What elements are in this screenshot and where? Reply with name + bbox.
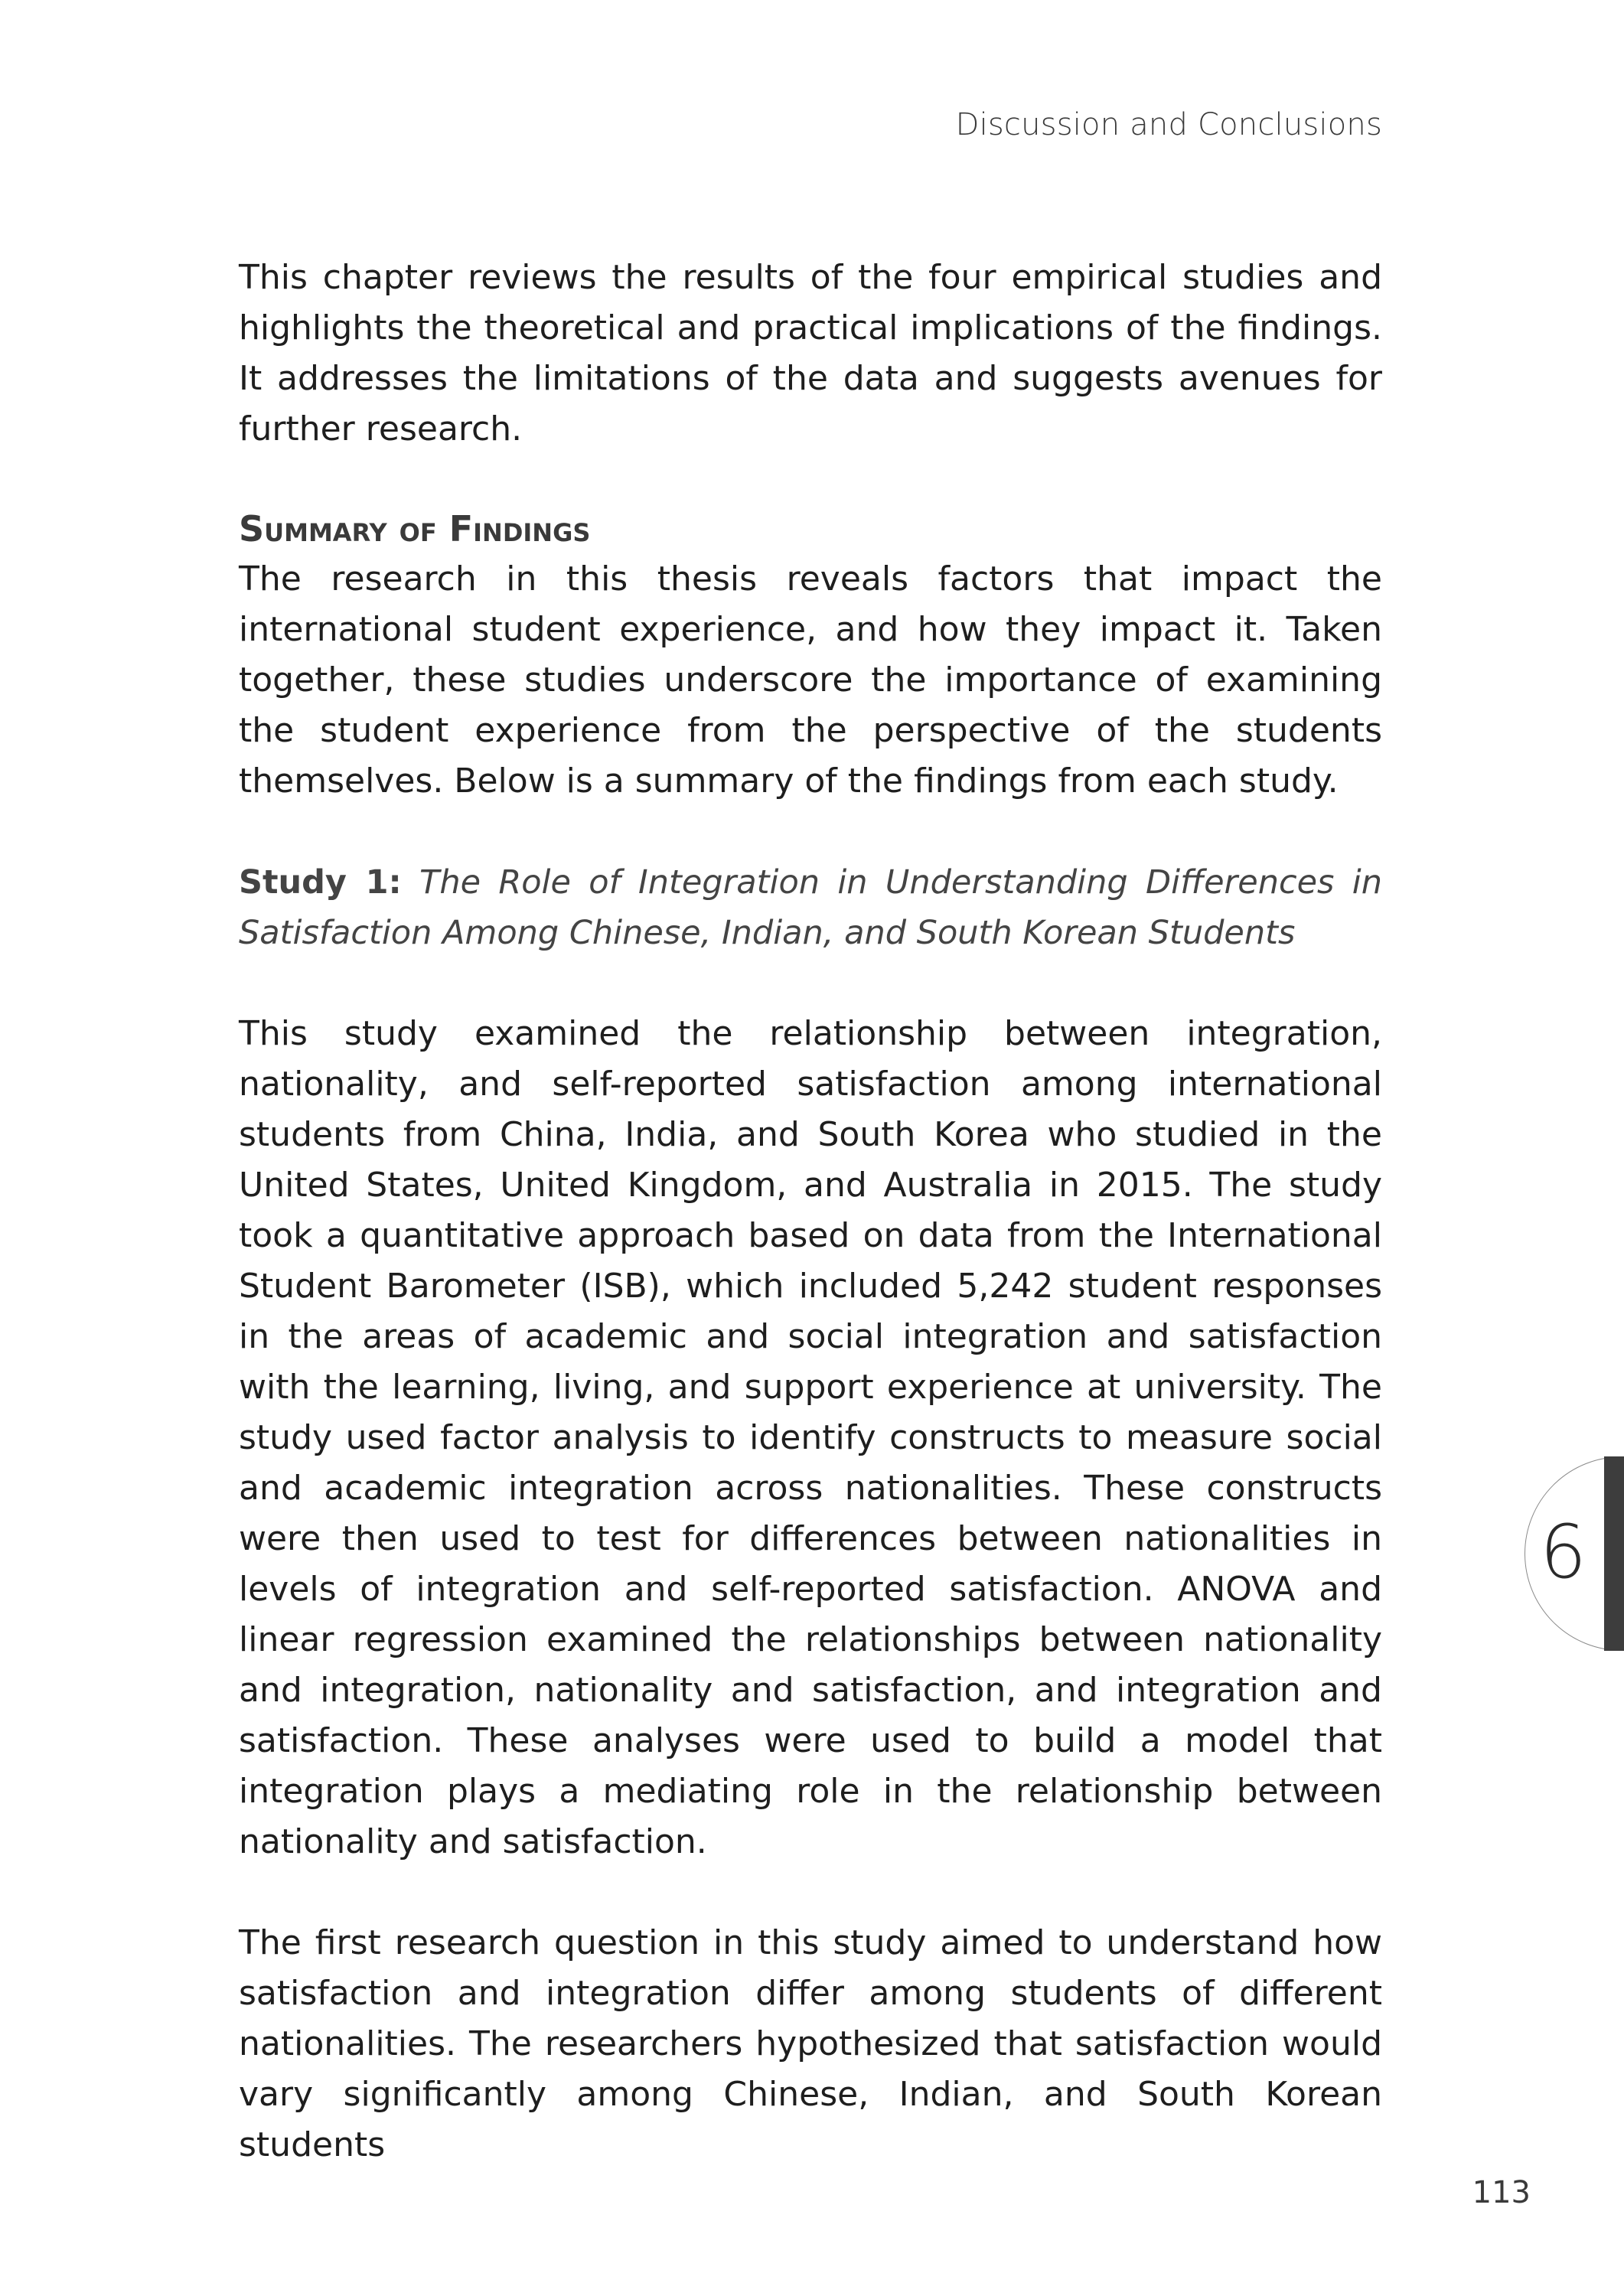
- main-text: [239, 253, 1382, 2170]
- section-heading: Summary of Findings: [239, 508, 591, 550]
- running-head: Discussion and Conclusions: [955, 107, 1382, 142]
- summary-paragraph: The research in this thesis reveals factors that impact the international student experience, and how they impact it. Taken together, these studies underscore the importance of examining the student experience from the perspective of the students themselves. Below is a summary of the findings from each study.: [239, 559, 1382, 801]
- study-label: Study 1:: [239, 863, 402, 902]
- chapter-tab-bar: [1604, 1456, 1624, 1651]
- intro-paragraph: This chapter reviews the results of the four empirical studies and highlights the theoretical and practical implications of the findings. It addresses the limitations of the data and suggests avenues for further research.: [239, 258, 1382, 448]
- page-number: 113: [1472, 2175, 1531, 2210]
- study-heading: [239, 857, 1382, 958]
- chapter-number: 6: [1540, 1509, 1587, 1595]
- chapter-tab: [1525, 1456, 1624, 1651]
- study-title: The Role of Integration in Understanding Differences in Satisfaction Among Chinese, Indian, and South Korean Students: [239, 863, 1382, 952]
- study-paragraph-1: This study examined the relationship between integration, nationality, and self-reported satisfaction among international students from China, India, and South Korea who studied in the United States, United Kingdom, and Australia in 2015. The study took a quantitative approach based on data from the International Student Barometer (ISB), which included 5,242 student responses in the areas of academic and social integration and satisfaction with the learning, living, and support experience at university. The study used factor analysis to identify constructs to measure social and academic integration across nationalities. These constructs were then used to test for differences between nationalities in levels of integration and self-reported satisfaction. ANOVA and linear regression examined the relationships between nationality and integration, nationality and satisfaction, and integration and satisfaction. These analyses were used to build a model that integration plays a mediating role in the relationship between nationality and satisfaction.: [239, 1014, 1382, 1861]
- study-paragraph-2: The first research question in this study aimed to understand how satisfaction and integration differ among students of different nationalities. The researchers hypothesized that satisfaction would vary significantly among Chinese, Indian, and South Korean students: [239, 1923, 1382, 2164]
